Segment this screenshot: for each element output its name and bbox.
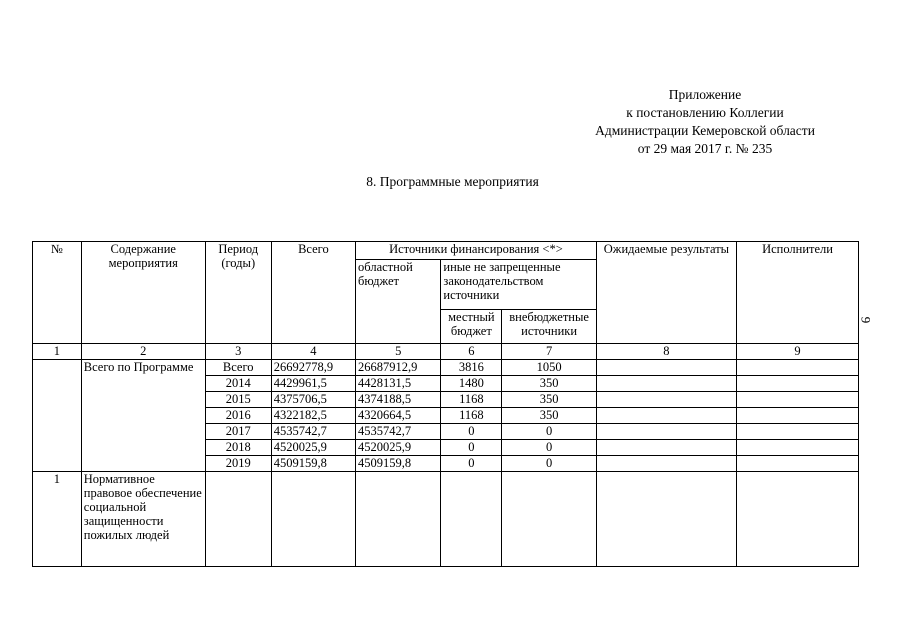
column-number: 3 [205, 344, 271, 360]
regional-cell: 26687912,9 [356, 360, 441, 376]
header-sources: Источники финансирования <*> [356, 242, 597, 260]
header-line-resolution: к постановлению Коллегии [626, 105, 784, 120]
period-cell: 2019 [205, 456, 271, 472]
total-cell: 4322182,5 [271, 408, 355, 424]
column-number: 6 [441, 344, 502, 360]
results-cell [596, 392, 736, 408]
extra-cell: 0 [502, 456, 597, 472]
total-num-cell [33, 360, 82, 472]
local-cell: 1480 [441, 376, 502, 392]
total-cell: 4535742,7 [271, 424, 355, 440]
executors-cell [737, 424, 859, 440]
extra-cell: 0 [502, 424, 597, 440]
regional-cell: 4320664,5 [356, 408, 441, 424]
table-row [33, 360, 859, 376]
header-executors: Исполнители [737, 242, 859, 344]
period-cell: 2015 [205, 392, 271, 408]
period-cell: 2017 [205, 424, 271, 440]
executors-cell [737, 408, 859, 424]
period-cell: 2018 [205, 440, 271, 456]
header-local-budget: местный бюджет [441, 310, 502, 344]
header-content: Содержание мероприятия [81, 242, 205, 344]
results-cell [596, 456, 736, 472]
header-line-date: от 29 мая 2017 г. № 235 [637, 141, 773, 156]
page-number: 9 [858, 316, 874, 324]
header-line-administration: Администрации Кемеровской области [595, 123, 815, 138]
executors-cell [737, 392, 859, 408]
header-results: Ожидаемые результаты [596, 242, 736, 344]
item-content: Нормативное правовое обеспечение социальной защищенности пожилых людей [81, 472, 205, 567]
total-label: Всего по Программе [81, 360, 205, 472]
extra-cell: 0 [502, 440, 597, 456]
column-number: 7 [502, 344, 597, 360]
results-cell [596, 376, 736, 392]
regional-cell: 4520025,9 [356, 440, 441, 456]
column-number: 1 [33, 344, 82, 360]
column-number: 2 [81, 344, 205, 360]
total-cell: 4520025,9 [271, 440, 355, 456]
header-other-sources: иные не запрещенные законодательством источники [441, 260, 596, 310]
executors-cell [737, 376, 859, 392]
total-cell [271, 472, 355, 567]
executors-cell [737, 472, 859, 567]
regional-cell: 4535742,7 [356, 424, 441, 440]
local-cell: 3816 [441, 360, 502, 376]
header-line-appendix: Приложение [668, 87, 742, 102]
total-cell: 4509159,8 [271, 456, 355, 472]
extra-cell: 350 [502, 376, 597, 392]
header-total: Всего [271, 242, 355, 344]
table-row [33, 472, 859, 567]
column-number: 9 [737, 344, 859, 360]
local-cell: 0 [441, 456, 502, 472]
column-number: 4 [271, 344, 355, 360]
column-number: 8 [596, 344, 736, 360]
extra-cell: 1050 [502, 360, 597, 376]
header-regional-budget: областной бюджет [356, 260, 441, 344]
extra-cell: 350 [502, 392, 597, 408]
section-title: 8. Программные мероприятия [366, 174, 539, 189]
local-cell: 1168 [441, 392, 502, 408]
header-num: № [33, 242, 82, 344]
results-cell [596, 408, 736, 424]
local-cell [441, 472, 502, 567]
results-cell [596, 424, 736, 440]
results-cell [596, 360, 736, 376]
approval-header [560, 86, 850, 158]
local-cell: 0 [441, 440, 502, 456]
column-number: 5 [356, 344, 441, 360]
regional-cell: 4428131,5 [356, 376, 441, 392]
regional-cell [356, 472, 441, 567]
executors-cell [737, 440, 859, 456]
program-activities-table [32, 241, 859, 567]
item-number: 1 [33, 472, 82, 567]
local-cell: 0 [441, 424, 502, 440]
column-numbers-row [33, 344, 859, 360]
results-cell [596, 440, 736, 456]
period-cell [205, 472, 271, 567]
regional-cell: 4509159,8 [356, 456, 441, 472]
header-extrabudget: внебюджетные источники [502, 310, 597, 344]
extra-cell: 350 [502, 408, 597, 424]
total-cell: 4429961,5 [271, 376, 355, 392]
total-cell: 26692778,9 [271, 360, 355, 376]
period-cell: 2016 [205, 408, 271, 424]
results-cell [596, 472, 736, 567]
period-cell: 2014 [205, 376, 271, 392]
local-cell: 1168 [441, 408, 502, 424]
executors-cell [737, 456, 859, 472]
extra-cell [502, 472, 597, 567]
period-cell: Всего [205, 360, 271, 376]
header-period: Период (годы) [205, 242, 271, 344]
regional-cell: 4374188,5 [356, 392, 441, 408]
total-cell: 4375706,5 [271, 392, 355, 408]
executors-cell [737, 360, 859, 376]
